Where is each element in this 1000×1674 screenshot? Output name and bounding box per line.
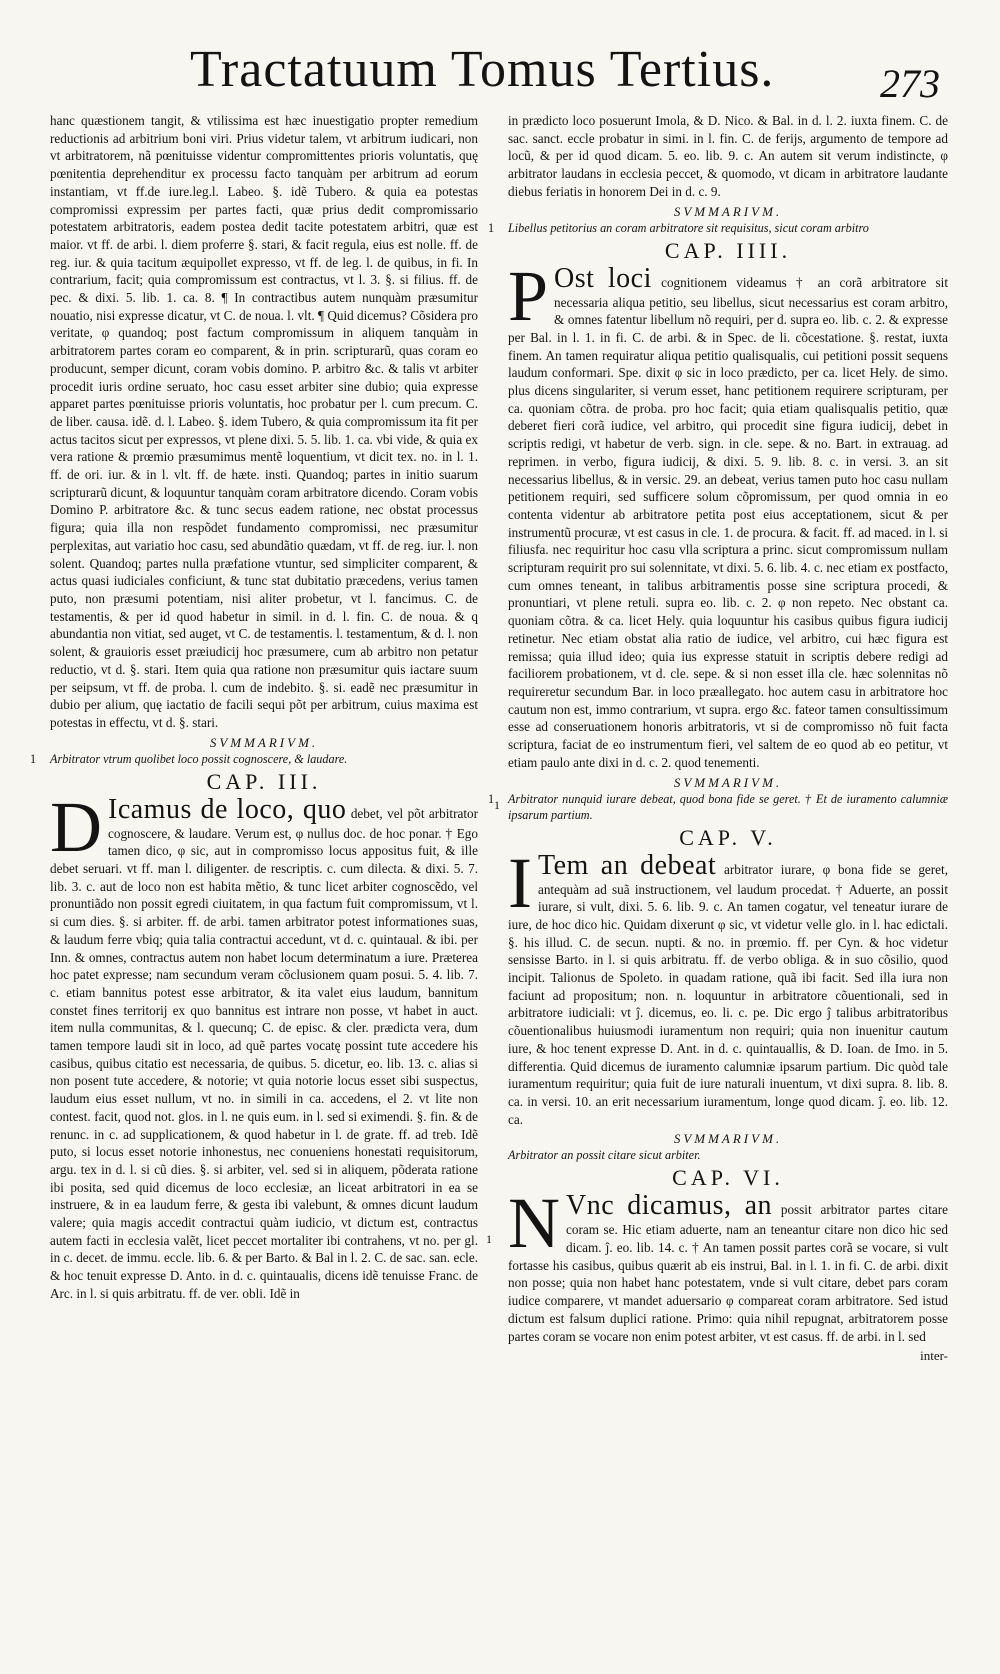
summarium-text: Arbitrator nunquid iurare debeat, quod bona fide se geret. † Et de iuramento calumniæ ipsarum partium.	[508, 791, 948, 822]
summarium-entry	[30, 751, 478, 767]
chapter-title: CAP. III.	[206, 768, 322, 794]
drop-cap: D	[50, 786, 102, 867]
lead-words: Ost loci	[554, 262, 652, 294]
summarium-text: Libellus petitorius an coram arbitratore sit requisitus, sicut coram arbitro	[508, 220, 869, 235]
margin-note-number: 1	[494, 797, 500, 812]
lead-words: Vnc dicamus, an	[566, 1190, 772, 1222]
chapter-body: debet, vel põt arbitrator cognoscere, & laudare. Verum est, φ nullus doc. de hoc ponar. † Ego tamen dico, φ sic, aut in compromisso locus appositus fuit, & ille debet seruari. vt ff. man l. diligenter. de rescriptis. c. cum dilecta. & dixi. 5. 7. lib. 3. c. aut de loco non est habita mẽtio, & tunc licet arbiter cognoscẽdo, vel pronuntiãdo non possit egredi ciuitatem, in qua factum fuit compromissum, vt l. si cum dies. §. si arbiter. ff. de arbi. tamen arbitrator potest informationes suas, & laudum ferre vbiq; quia talia contractui accedunt, vt d. c. quintaual. & ibi. per Inn. & omnes, contractus autem non habet locum determinatum a iure. Præterea hoc patet expresse; nam secundum veram cõclusionem quam posui. 5. 4. lib. 7. c. etiam bannitus potest esse arbitrator, & ita valet eius laudum, bannitum constet fines territorij ex quo bannitus est intrare non posse, vt habet in auct. item nulla communitas, & l. quecunq; C. de episc. & cler. prædicta vera, dum tamen tempore laudi sit in loco, ad quẽ partes vocatę possint tute accedere his casibus, quibus citatio est necessaria, de quibus. 5. dicetur, eo. lib. 13. c. alias si non posent tute accedere, & notorie; vt quia notorie locus esset sibi suspectus, laudum eius esset nullum, vt no. in simili in ca. accedens, el 2. vt lite non contest. facit, quod not. glos. in l. ne quis eum. in l. sed si eximendi. §. fin. & de renunc. in c. ad supplicationem, & quod habetur in l. de grate. ff. ad treb. Idẽ puto, si locus esset notorie inhonestus, nec conueniens honestati requisitorum, argu. tex in d. l. si cũ dies. §. si arbiter, vel. sed si in aliquem, põderata ratione ibi posita, sed quid dicemus de loco ecclesiæ, an liceat arbitratori in ea se instruere, & in ea laudum ferre, & gesta ibi valebunt, & omnes dicunt laudum valere; quia magis accedit contractui quàm iudicio, vt dictum est, contractus autem facti in ecclesia valẽt, licet peccet mortaliter ibi contrahens, vt no. per gl. in c. decet. de immu. eccle. lib. 6. & per Barto. & Bal in l. 2. C. de sac. san. ecle. & hoc tenuit expresse D. Anto. in d. c. quintaualis, dicens idẽ tenuisse Franc. de Arc. in l. si quis arbitratu. ff. de ver. obli. Idẽ in	[50, 805, 478, 1301]
summarium-heading: SVMMARIVM.	[673, 203, 783, 219]
running-head-title: Tractatuum Tomus Tertius.	[190, 41, 775, 98]
summarium-heading: SVMMARIVM.	[209, 734, 319, 750]
summarium-text: Arbitrator an possit citare sicut arbiter.	[508, 1148, 701, 1163]
summarium-entry	[508, 1147, 948, 1163]
summarium-number: 1	[488, 220, 495, 235]
drop-cap: I	[508, 842, 532, 923]
left-column	[30, 112, 500, 1303]
chapter-opening	[50, 786, 500, 1303]
chapter-opening	[508, 255, 948, 772]
right-paragraph-1: in prædicto loco posuerunt Imola, & D. Nico. & Bal. in d. l. 2. iuxta finem. C. de sac. sanct. eccle probatur in simi. in l. fin. C. de ferijs, argumento de tempore ad locũ, & per id quod dicam. 5. eo. lib. 9. c. An autem sit verum indistincte, φ arbitrator laudans in ecclesia peccet, & quomodo, vt dicam in arbitratore laudante diebus feriatis in honorem Dei in d. c. 9.	[508, 113, 948, 199]
summarium-number: 1	[488, 791, 495, 806]
summarium-text: Arbitrator vtrum quolibet loco possit cognoscere, & laudare.	[50, 751, 348, 766]
drop-cap: P	[508, 255, 549, 336]
catchword: inter-	[920, 1348, 948, 1364]
chapter-body: possit arbitrator partes citare coram se. Hic etiam aduerte, nam an teneantur citare non dico hic sed dicam. ĵ. eo. lib. 14. c. † An tamen possit partes corã se vocare, si vult fortasse his casibus, quibus quærit ab eis instrui, Bal. in l. 1. in fi. C. de arbi. dixit non posse; quia non habet hanc potestatem, vnde si vult citare, debet pars coram iudice comparere, vt mandet aduersario φ compareat coram arbitratore. Sed istud dictum est falsum duplici ratione. Primo: quia nihil repugnat, arbitratorem posse partes coram se vocare non enim potest arbiter, vt est casus. ff. de arbi. in l. sed	[508, 1202, 949, 1344]
summarium-entry	[488, 220, 948, 236]
lead-words: Icamus de loco, quo	[108, 793, 347, 825]
chapter-opening	[486, 1183, 949, 1345]
chapter-body: arbitrator iurare, φ bona fide se geret, antequàm ad suã instructionem, vel laudum procedat. † Aduerte, an possit iurare, si vult, dixi. 5. 6. lib. 9. c. An tamen cogatur, vel teneatur iurare de iure, de hoc dico hic. Quidam dixerunt φ sic, vt videtur velle glo. in l. hac edictali. §. his illud. C. de secun. nupti. & no. in prœmio. ff. per Cyn. & hoc videtur sensisse Barto. in l. si quis arbitratu. ff. de verbo obliga. & in suo cõsilio, quod incipit. Talionus de Spoleto. in quadam ratione, quã ibi facit. Sed illa iura non faciunt ad propositum; non. n. loquuntur in arbitratore cõuentionali, sed in arbitratore iudiciali: vt ĵ. dicemus, eo. li. c. pe. Dic ergo ĵ talibus arbitratoribus cõuentionalibus huiusmodi iuramentum non requiri; quia non inuenitur cautum iure, & hoc tenent expresse D. Ant. in d. c. quintauallis, & D. Ioan. de Imo. in 5. differentia. Quid dicemus de iuramento calumniæ ipsarum partium. Dic quòd tale iuramentum requiritur; quia fuit de iure naturali inuentum, vt dixi supra. 8. lib. 8. ca. in versi. 10. an erit necessarium iuramentum, longe quod dicam. ĵ. eo. lib. 12. ca.	[508, 861, 948, 1127]
chapter-title: CAP. VI.	[672, 1165, 784, 1191]
lead-words: Tem an debeat	[537, 849, 717, 881]
chapter-title: CAP. V.	[679, 824, 777, 850]
chapter-body: cognitionem videamus † an corã arbitratore sit necessaria aliqua petitio, seu libellus, sicut necessarius est coram arbitro, & omnes fatentur libellum nõ requiri, per d. supra eo. lib. c. 2. & expresse per Bal. in l. 1. in fi. C. de arbi. & in Spec. de li. cõcestatione. §. restat, iuxta finem. An tamen requiratur aliqua petitio qualisqualis, cui petitioni possit sequens laudum conformari. Spe. dixit φ sic in loco prædicto, per ca. licet Hely. de simo. plus dicens singulariter, si verum esset, hanc petitionem requirere scripturam, per ca. quoniam cõtra. de proba. pro hoc facit; quia etiam qualisqualis petitio, quæ deberet fieri corã iudice, vel arbitro, qui procedit sine figura iudicij, debet in scriptis redigi, vt habetur de verb. sign. in cle. sepe. & no. Bart. in extrauag. ad reprimen. in verbo, figura iudicij, & dixi. 5. 9. lib. 8. c. in versi. 3. an sit necessarius libellus, & in versic. 29. an debeat, verius tamen puto hoc casu nullam petitionem requiri, sed sufficere solum cõpromissum, per quod omnia in eo contenta videntur ab arbitratore petita post eius acceptationem, sicut & per instrumentũ procuræ, vt est casus in cle. 1. de procura. & facit. ff. ad maced. in l. si filiusfa. nec requiritur hoc casu vlla scriptura a princ. sicut compromissum nullam scripturam requirit pro sui solennitate, vt dixi. 5. 6. lib. 4. c. nec etiam ex postfacto, cum omnes teneant, in talibus arbitramentis posse sine scriptura procedi, & pronuntiari, vt plene retuli. supra eo. lib. c. 2. φ non repeto. Nec obstant ca. quoniam cõtra. & ca. licet Hely. quia loquuntur his casibus quibus figura iudicij retinetur. Nec etiam obstat alia ratio de iudice, vel arbitro, cui hæc figura est remissa; quia illud ideo; quia ius expresse statuit in scriptis debere redigi ad faciliorem probationem, vt d. cle. sepe. & si non esset illa cle. hæc solennitas nõ requireretur secundum Bar. in loco præallegato. hoc autem casu in arbitratore hoc cautum non est, immo contrarium, vt supra. ergo &c. fateor tamen consultissimum esse ad conseruationem honoris arbitratoris, vt si de compromisso nõ fuit facta scriptura, faciat de eo instrumentum fieri, vel saltem de eo quod ab eo petitur, vt etiam paulo ante dixi in d. c. 2. quod tenementi.	[508, 274, 948, 770]
chapter-opening	[508, 842, 948, 1129]
left-paragraph-1: hanc quæstionem tangit, & vtilissima est hæc inuestigatio propter remedium reductionis ad arbitrium boni viri. Prius videtur talem, vt arbitrum iudicari, non vt arbitratorem, nã pœnituisse videntur compromittentes prioris voluntatis, quę pœnitentia deprehenditur ex processu facto tanquàm per arbitrum ad eorum instantiam, vt ff.de iure.leg.l. Labeo. §. idẽ Tubero. & quia ea potestas compromissi expressim per partes facti, quæ prius dedit compromissario potestatem arbitratoris, eadem postea dedit tacite potestatem arbitri, quæ est maior. vt ff. de arbi. l. diem proferre §. stari, & facit regula, eius est nolle. ff. de reg. iur. & quia tacitum æquipollet expresso, vt ff. de leg. l. de quibus, in fi. In contrarium, facit; quia compromissum est contractus, vt l. 3. §. si filius. ff. de pec. & dixi. 5. lib. 1. ca. 8. ¶ In contractibus autem nunquàm præsumitur nouatio, nisi expresse dicatur, vt C. de noua. l. vlt. ¶ Quid dicemus? Cõsidera pro veritate, φ quandoq; post factum compromissum in aliquem tanquàm in arbitratorem partes coram eo comparent, & in prin. scripturarũ, quas coram eo producunt, semper dicunt, coram vobis domino. P. arbitro &c. & talis vt arbiter procedit iuris ordine seruato, hoc casu esset arbiter sine dubio; quia expresse apparet partes pœnituisse prioris voluntatis, hoc probatur per l. cum precum. C. de liber. causa. idẽ. d. l. Labeo. §. idem Tubero, & quia compromissum ita fit per actus tacitos sicut per expressos, vt plene dixi. 5. 5. lib. 1. ca. vbi vide, & quia ex vera ratione & prœmio præsumimus mentẽ loquentium, vt dicit tex. no. in l. 1. ff. de ori. iur. & in l. vlt. ff. de hæte. insti. Quandoq; partes in initio suarum scripturarũ dicunt, & loquuntur tanquàm coram arbitratore dicendo. Coram vobis Domino P. arbitratore &c. & tunc secus eadem ratione, nec obstat processus figura; quia illa non respõdet fundamento compromissi, nec præsumitur perplexitas, aut variatio hoc casu, sed abundãtio quædam, vt ff. de reg. iur. l. non solent. Quandoq; partes nulla præfatione vtuntur, sed simpliciter comparent, & actus quasi iudiciales conficiunt, & tunc stat dubitatio præcedens, verius tamen puto, non præsumi potentiam, nisi aliter probetur, vt l. fancimus. C. de testamentis, & per id quod habetur in simil. in d. l. fin. C. de noua. & q abundantia non vitiat, sed auget, vt C. de testamentis. l. testamentum, & d. l. non solent, & grauioris esset præiudicij hoc præsumere, cum ab arbitro non petatur reductio, vt d. §. stari. Item quia qua ratione non præsumitur quis iactare suum per seipsum, vt ff. de proba. l. cum de indebito. §. si. eadẽ nec præsumitur in dubio per alium, quę iactatio de facili sequi põt per arbitrum, cuius maxima est potestas in effectu, vt d. §. stari.	[50, 113, 478, 730]
summarium-heading: SVMMARIVM.	[673, 1131, 783, 1147]
chapter-title: CAP. IIII.	[664, 237, 792, 263]
page-number: 273	[880, 61, 940, 106]
right-column	[486, 112, 949, 1365]
summarium-entry	[488, 791, 948, 823]
summarium-heading: SVMMARIVM.	[673, 774, 783, 790]
margin-note-number: 1	[486, 1232, 492, 1247]
drop-cap: N	[508, 1183, 560, 1264]
summarium-number: 1	[30, 751, 37, 766]
